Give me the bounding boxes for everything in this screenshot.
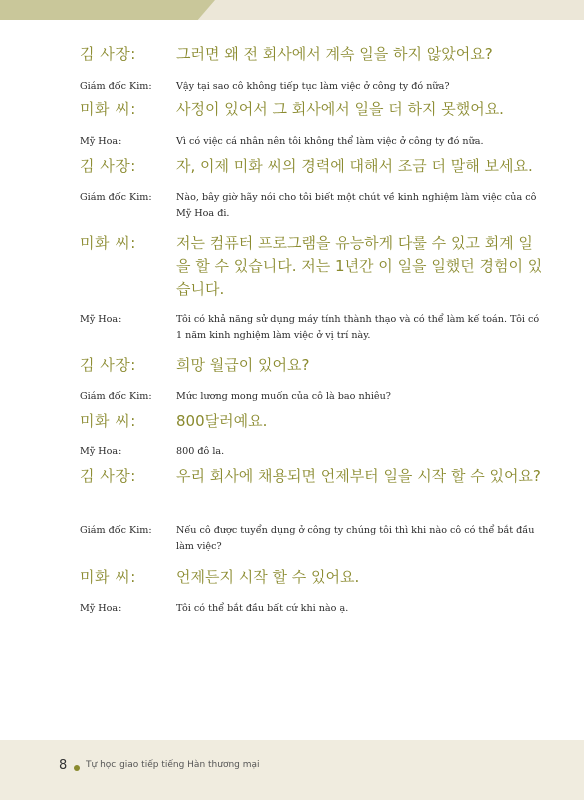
speaker-label: 김 사장: bbox=[80, 356, 136, 374]
speaker-label: Giám đốc Kim: bbox=[80, 81, 152, 92]
book-title: Tự học giao tiếp tiếng Hàn thương mại bbox=[86, 760, 260, 770]
korean-text: 저는 컴퓨터 프로그램을 유능하게 다룰 수 있고 회계 일을 할 수 있습니다. 저는 1년간 이 일을 일했던 경험이 있습니다. bbox=[176, 234, 543, 298]
speaker-label: 미화 씨: bbox=[80, 568, 136, 586]
korean-text: 우리 회사에 채용되면 언제부터 일을 시작 할 수 있어요? bbox=[176, 467, 541, 485]
speaker-label: Giám đốc Kim: bbox=[80, 525, 152, 536]
korean-text: 사정이 있어서 그 회사에서 일을 더 하지 못했어요. bbox=[176, 100, 504, 118]
korean-text: 언제든지 시작 할 수 있어요. bbox=[176, 568, 360, 586]
vietnamese-text: Nào, bây giờ hãy nói cho tôi biết một chút về kinh nghiệm làm việc của cô Mỹ Hoa đi. bbox=[176, 192, 537, 219]
vietnamese-text: Tôi có thể bắt đầu bất cứ khi nào ạ. bbox=[176, 603, 349, 614]
korean-text: 800달러예요. bbox=[176, 412, 268, 430]
page-number: 8 bbox=[59, 758, 68, 773]
speaker-label: 미화 씨: bbox=[80, 412, 136, 430]
vietnamese-text: Vì có việc cá nhân nên tôi không thể làm việc ở công ty đó nữa. bbox=[176, 136, 484, 147]
vietnamese-text: Vậy tại sao cô không tiếp tục làm việc ở công ty đó nữa? bbox=[176, 81, 450, 92]
korean-text: 희망 월급이 있어요? bbox=[176, 356, 310, 374]
vietnamese-text: Tôi có khả năng sử dụng máy tính thành thạo và có thể làm kế toán. Tôi có 1 năm kinh nghiệm làm việc ở vị trí này. bbox=[176, 314, 540, 341]
speaker-label: Mỹ Hoa: bbox=[80, 314, 122, 325]
speaker-label: Mỹ Hoa: bbox=[80, 446, 122, 457]
speaker-label: 미화 씨: bbox=[80, 100, 136, 118]
bullet-dot-icon bbox=[74, 765, 80, 771]
vietnamese-text: Nếu cô được tuyển dụng ở công ty chúng tôi thì khi nào cô có thể bắt đầu làm việc? bbox=[176, 525, 535, 552]
speaker-label: 미화 씨: bbox=[80, 234, 136, 252]
speaker-label: 김 사장: bbox=[80, 157, 136, 175]
speaker-label: Mỹ Hoa: bbox=[80, 136, 122, 147]
korean-text: 그러면 왜 전 회사에서 계속 일을 하지 않았어요? bbox=[176, 45, 493, 63]
page-footer bbox=[0, 740, 584, 800]
vietnamese-text: Mức lương mong muốn của cô là bao nhiêu? bbox=[176, 391, 391, 402]
speaker-label: 김 사장: bbox=[80, 45, 136, 63]
vietnamese-text: 800 đô la. bbox=[176, 446, 225, 457]
speaker-label: Giám đốc Kim: bbox=[80, 391, 152, 402]
korean-text: 자, 이제 미화 씨의 경력에 대해서 조금 더 말해 보세요. bbox=[176, 157, 533, 175]
speaker-label: 김 사장: bbox=[80, 467, 136, 485]
speaker-label: Mỹ Hoa: bbox=[80, 603, 122, 614]
speaker-label: Giám đốc Kim: bbox=[80, 192, 152, 203]
